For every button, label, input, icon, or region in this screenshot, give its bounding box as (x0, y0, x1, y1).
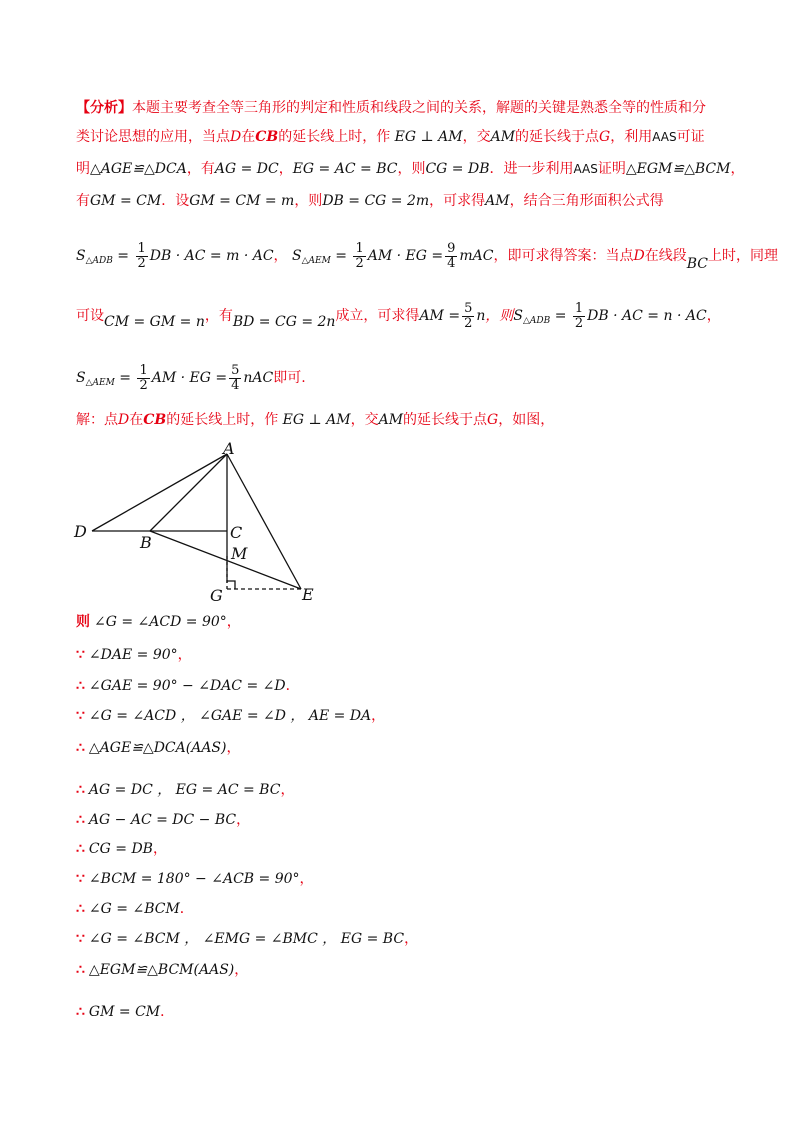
proof-step (76, 645, 192, 665)
area-subscript: △ADB (85, 256, 113, 266)
segment-AB (150, 454, 227, 531)
punct: ， (273, 248, 288, 264)
solution-text: 解：点 (76, 412, 118, 428)
math-expr: EG = AC = BC (292, 161, 398, 177)
proof-symbol: ∴ (76, 901, 85, 917)
math-expr: CG = DB (425, 161, 490, 177)
math-expr: GM = CM (90, 193, 162, 209)
analysis-text: ．进一步利用 (489, 161, 574, 177)
analysis-line-3 (76, 159, 744, 179)
math-expr: AM (378, 412, 404, 428)
solution-text: 的延长线上时，作 (166, 412, 279, 428)
point-label: D (118, 412, 130, 428)
proof-step (76, 810, 250, 830)
analysis-text: ，交 (462, 129, 491, 145)
fraction-five-fourths: $\frac{5}{4}$ (231, 362, 240, 393)
analysis-text: ，有 (186, 161, 215, 177)
proof-symbol: ∴ (76, 1004, 85, 1020)
math-expr: n (476, 308, 486, 324)
segment-AE (227, 454, 301, 589)
analysis-text: ，即可求得答案：当点 (493, 248, 634, 264)
analysis-text: ，利用 (610, 129, 653, 145)
proof-step (76, 899, 194, 919)
proof-symbol: ∴ (76, 740, 85, 756)
proof-step (76, 706, 385, 726)
proof-expression: ∠GAE = 90° − ∠DAC = ∠D (88, 678, 286, 694)
segment-label: CB (143, 412, 167, 428)
math-expr: AG = DC (214, 161, 279, 177)
analysis-line-4 (76, 191, 664, 211)
solution-text: ，交 (350, 412, 379, 428)
proof-symbol: ∴ (76, 678, 85, 694)
analysis-text: 可设 (76, 308, 104, 324)
proof-expression: AG − AC = DC − BC (88, 812, 237, 828)
proof-expression: ∠G = ∠BCM ， ∠EMG = ∠BMC ， EG = BC (88, 931, 405, 947)
proof-symbol: 则 (76, 614, 90, 630)
point-label: G (487, 412, 499, 428)
proof-punct: ， (226, 614, 241, 630)
segment-label: CB (255, 129, 279, 145)
analysis-line-2 (76, 127, 705, 147)
proof-expression: △AGE≌△DCA(AAS) (88, 740, 227, 756)
proof-step (76, 676, 300, 696)
area-subscript: △AEM (301, 256, 331, 266)
math-expr: nAC (243, 370, 274, 386)
math-expr: DB · AC = m · AC (149, 248, 274, 264)
analysis-text: ，可求得 (429, 193, 486, 209)
proof-step (76, 839, 167, 859)
aas-label: AAS (573, 162, 598, 176)
proof-punct: ， (234, 962, 249, 978)
proof-expression: ∠BCM = 180° − ∠ACB = 90° (88, 871, 300, 887)
analysis-text: 可证 (676, 129, 705, 145)
analysis-text: 的延长线上时，作 (278, 129, 391, 145)
area-symbol: S (76, 248, 86, 264)
label-B: B (140, 533, 152, 552)
math-expr: mAC (459, 248, 494, 264)
area-subscript: △ADB (522, 316, 551, 326)
proof-symbol: ∴ (76, 812, 85, 828)
proof-expression: ∠DAE = 90° (88, 647, 178, 663)
proof-symbol: ∴ (76, 782, 85, 798)
analysis-text: ，有 (204, 308, 233, 324)
label-D: D (74, 522, 87, 541)
analysis-text: 成立，可求得 (335, 308, 420, 324)
math-expr: △EGM≌△BCM (625, 161, 731, 177)
math-expr: CM = GM = n (104, 314, 205, 330)
math-expr: △AGE≌△DCA (90, 161, 187, 177)
proof-punct: ， (371, 708, 386, 724)
math-expr: EG ⊥ AM (282, 412, 351, 428)
math-expr: BC (686, 256, 709, 272)
math-expr: EG ⊥ AM (394, 129, 463, 145)
analysis-text: 有 (76, 193, 90, 209)
analysis-text: ．设 (161, 193, 190, 209)
analysis-text: 上时，同理 (708, 248, 779, 264)
proof-step (76, 869, 314, 889)
math-expr: AM · EG = (367, 248, 444, 264)
analysis-tag: 【分析】 (76, 100, 132, 116)
math-expr: AM = (419, 308, 461, 324)
proof-step (76, 929, 418, 949)
proof-step (76, 612, 241, 632)
label-A: A (223, 439, 235, 458)
analysis-line-6: 可设CM = GM = n，有BD = CG = 2n成立，可求得AM = $\frac{5}{2}$ n，则$S_{\triangle ADB}$ = $\frac{1}{2}$ DB · AC = n · AC， (76, 300, 721, 331)
point-label: D (230, 129, 242, 145)
right-angle-mark (227, 581, 235, 589)
proof-symbol: ∵ (76, 871, 85, 887)
fraction-half: $\frac{1}{2}$ (137, 240, 146, 271)
proof-step (76, 738, 240, 758)
fraction-five-halves: $\frac{5}{2}$ (464, 300, 473, 331)
analysis-text: 类讨论思想的应用，当点 (76, 129, 230, 145)
proof-symbol: ∵ (76, 931, 85, 947)
fraction-half: $\frac{1}{2}$ (355, 240, 364, 271)
area-subscript: △AEM (85, 378, 115, 388)
proof-punct: ， (177, 647, 192, 663)
solution-text: 的延长线于点 (403, 412, 488, 428)
analysis-text: 即可. (273, 370, 306, 386)
segment-AD (92, 454, 227, 531)
proof-punct: ， (404, 931, 419, 947)
proof-step (76, 1002, 174, 1022)
area-symbol: S (76, 370, 86, 386)
proof-punct: ． (160, 1004, 175, 1020)
fraction-half: $\frac{1}{2}$ (139, 362, 148, 393)
solution-text: ，如图， (498, 412, 555, 428)
label-C: C (230, 523, 243, 542)
analysis-text: 在线段 (644, 248, 687, 264)
analysis-text: ，则 (485, 308, 514, 324)
analysis-line-7: $S_{\triangle AEM}$ = $\frac{1}{2}$ AM · EG = $\frac{5}{4}$ nAC即可. (76, 362, 306, 393)
proof-step (76, 960, 248, 980)
analysis-text: 在 (241, 129, 256, 145)
analysis-line-1 (76, 98, 706, 118)
segment-BE (150, 531, 301, 589)
math-expr: DB · AC = n · AC (587, 308, 707, 324)
proof-symbol: ∴ (76, 962, 85, 978)
proof-expression: CG = DB (88, 841, 153, 857)
proof-expression: GM = CM (88, 1004, 161, 1020)
solution-text: 在 (129, 412, 144, 428)
proof-punct: ， (152, 841, 167, 857)
proof-expression: ∠G = ∠ACD ， ∠GAE = ∠D ， AE = DA (88, 708, 372, 724)
analysis-line-5: $S_{\triangle ADB}$ = $\frac{1}{2}$ DB · AC = m · AC， $S_{\triangle AEM}$ = $\frac{1}{2}$ AM · EG = $\frac{9}{4}$ mAC，即可求得答案：当点D在线段BC上时，同理 (76, 240, 779, 272)
analysis-text: ，则 (397, 161, 426, 177)
proof-punct: ． (285, 678, 300, 694)
fraction-half: $\frac{1}{2}$ (574, 300, 584, 331)
proof-expression: ∠G = ∠BCM (88, 901, 180, 917)
math-expr: AM (490, 129, 516, 145)
proof-expression: ∠G = ∠ACD = 90° (94, 614, 227, 630)
analysis-text: 明 (76, 161, 90, 177)
proof-punct: ， (280, 782, 295, 798)
point-label: D (633, 248, 645, 264)
proof-punct: ， (299, 871, 314, 887)
proof-step (76, 780, 294, 800)
proof-symbol: ∵ (76, 647, 85, 663)
analysis-text: 本题主要考查全等三角形的判定和性质和线段之间的关系，解题的关键是熟悉全等的性质和分 (132, 100, 706, 116)
label-E: E (302, 585, 314, 604)
proof-expression: △EGM≌△BCM(AAS) (88, 962, 235, 978)
analysis-text: ，则 (294, 193, 323, 209)
analysis-text: 的延长线于点 (515, 129, 600, 145)
analysis-text: ， (706, 308, 721, 324)
math-expr: GM = CM = m (189, 193, 295, 209)
math-expr: DB = CG = 2m (322, 193, 430, 209)
geometry-figure (70, 438, 330, 608)
analysis-text: ， (278, 161, 293, 177)
math-expr: AM · EG = (151, 370, 228, 386)
fraction-nine-fourths: $\frac{9}{4}$ (447, 240, 456, 271)
area-symbol: S (292, 248, 302, 264)
area-symbol: S (513, 308, 523, 324)
proof-symbol: ∴ (76, 841, 85, 857)
math-expr: AM (485, 193, 510, 209)
proof-symbol: ∵ (76, 708, 85, 724)
point-label: G (599, 129, 611, 145)
analysis-text: ， (730, 161, 745, 177)
proof-punct: ， (236, 812, 251, 828)
proof-punct: ． (179, 901, 194, 917)
analysis-text: ，结合三角形面积公式得 (509, 193, 664, 209)
label-G: G (210, 586, 223, 605)
solution-intro (76, 410, 554, 430)
math-expr: BD = CG = 2n (232, 314, 336, 330)
aas-label: AAS (652, 130, 677, 144)
proof-expression: AG = DC ， EG = AC = BC (88, 782, 281, 798)
analysis-text: 证明 (597, 161, 626, 177)
proof-punct: ， (226, 740, 241, 756)
label-M: M (231, 544, 248, 563)
